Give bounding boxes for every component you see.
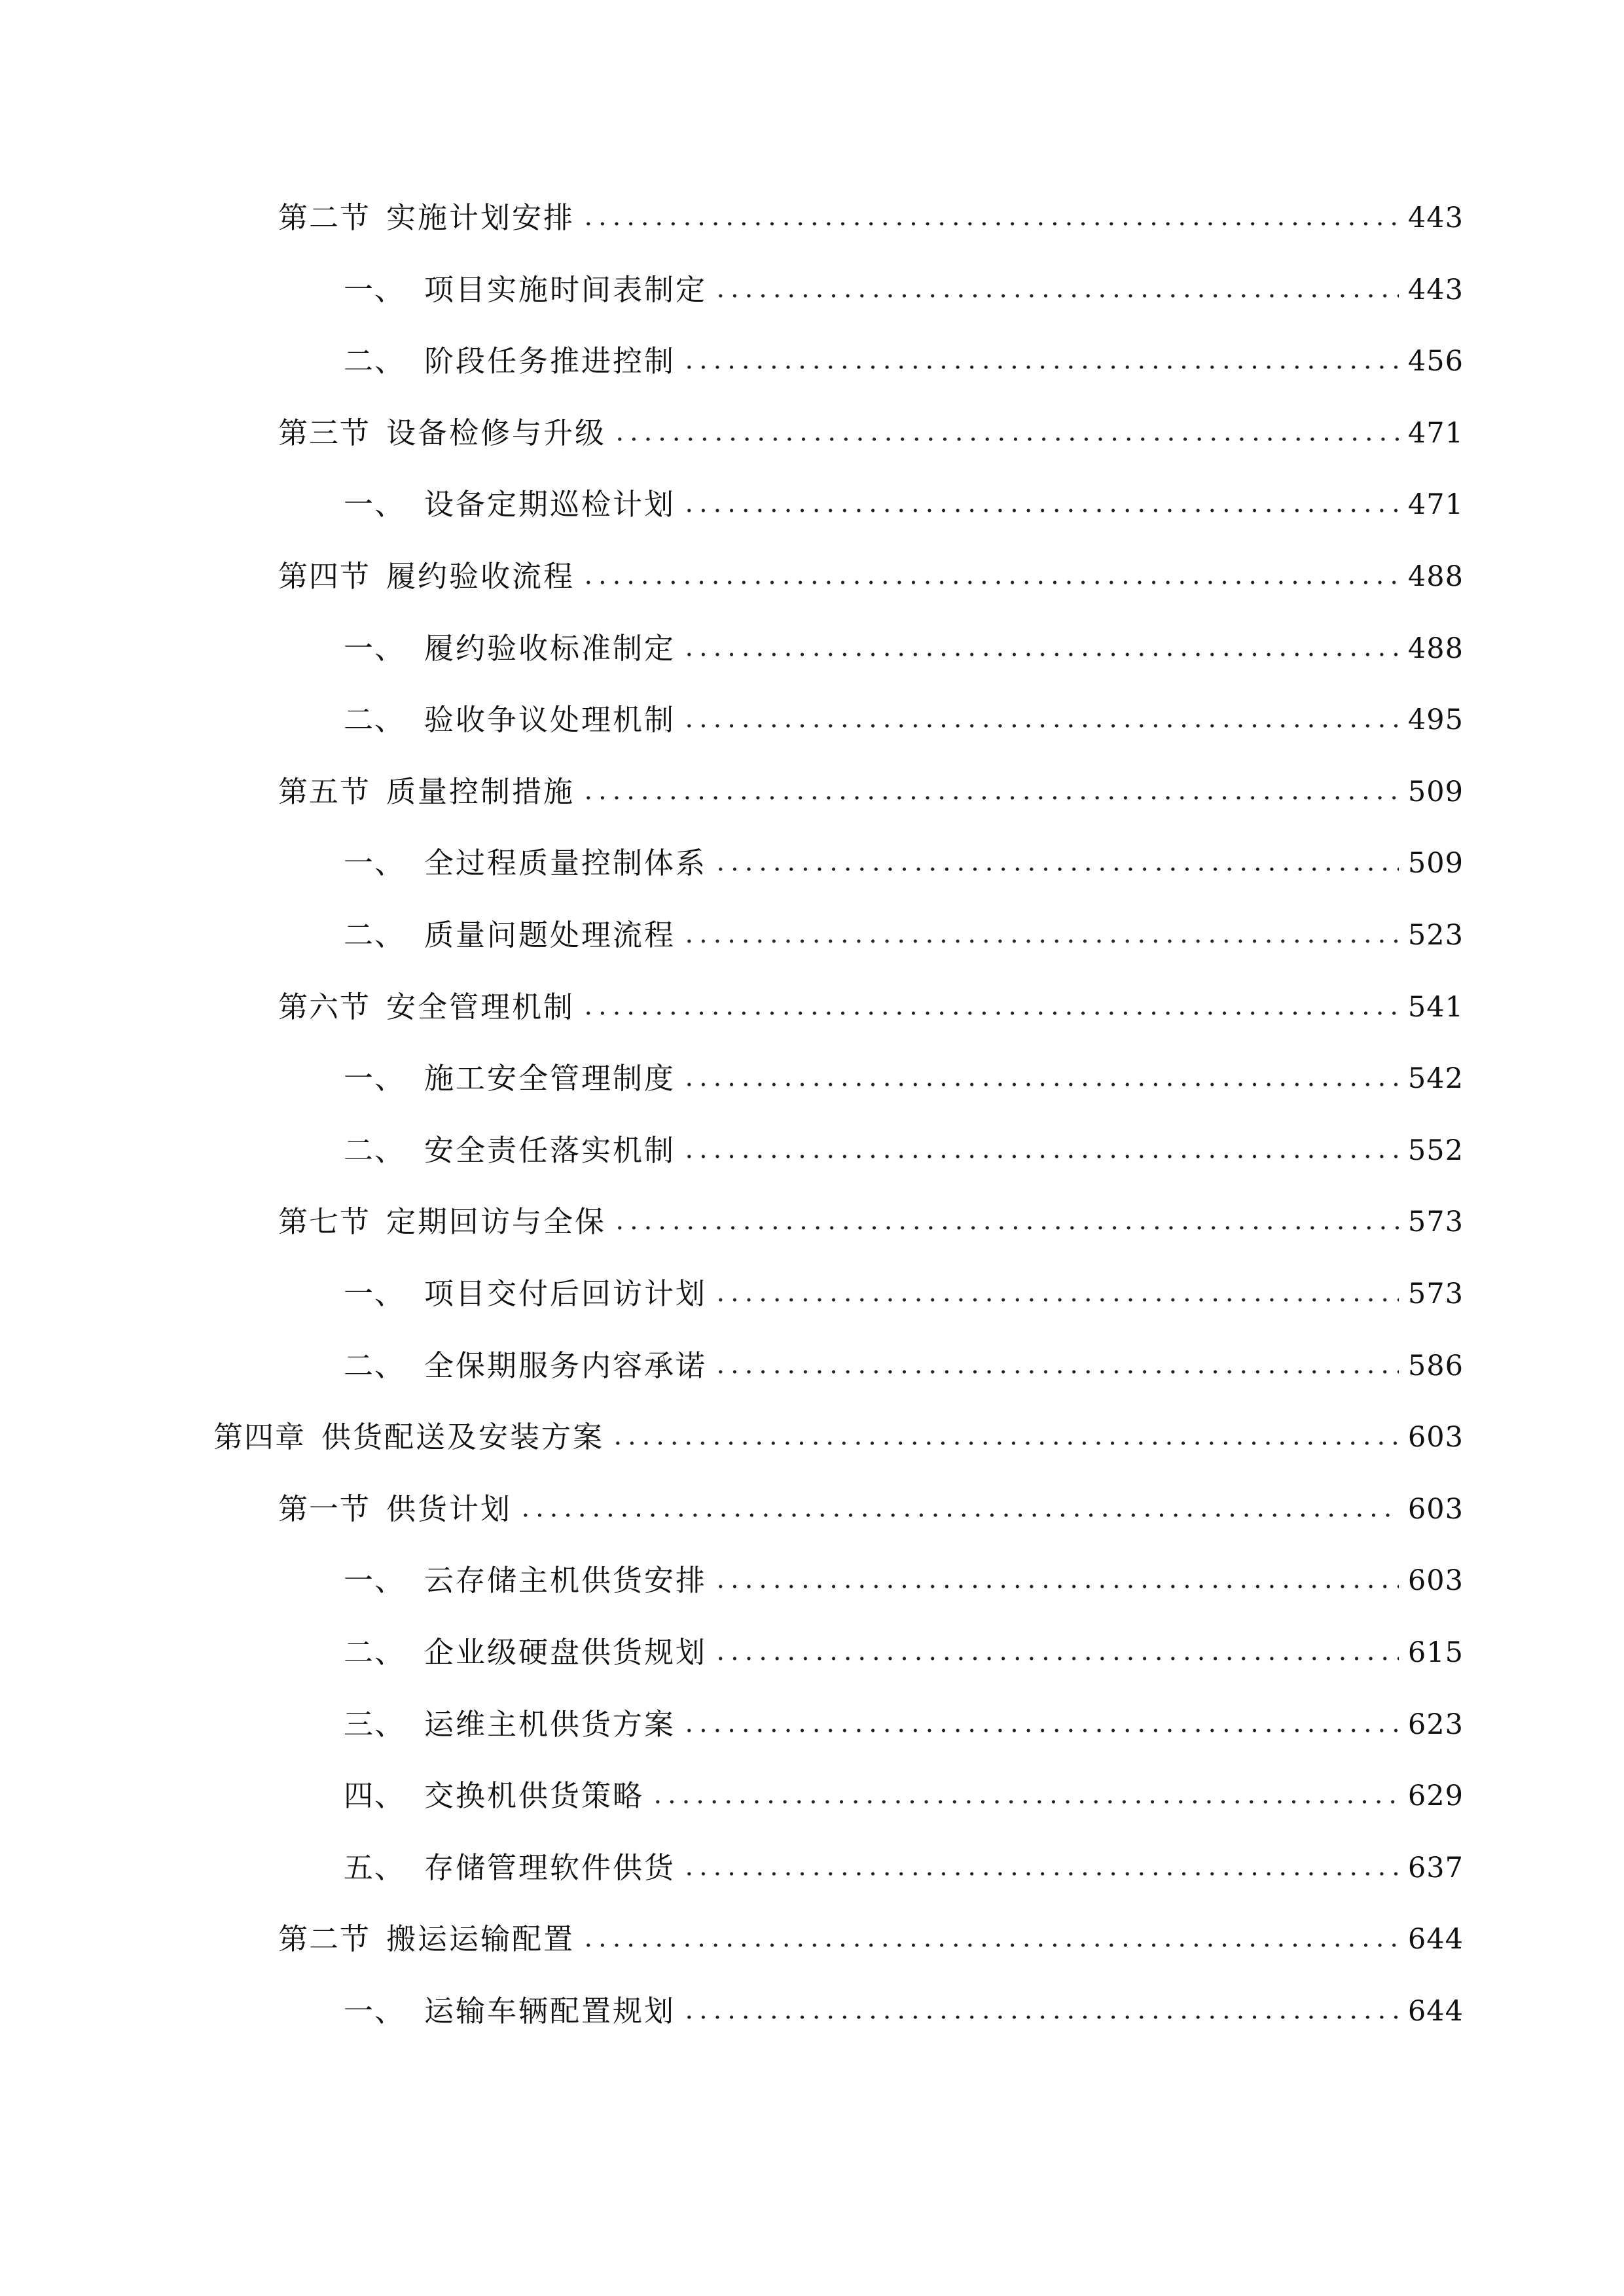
toc-dot-leader: [682, 1727, 1399, 1734]
toc-entry-title: 履约验收流程: [386, 559, 575, 594]
toc-entry-number: 四、: [344, 1778, 406, 1814]
toc-entry-page-number: 488: [1407, 560, 1464, 593]
toc-entry[interactable]: [278, 1483, 1464, 1535]
toc-entry-page-number: 623: [1407, 1708, 1464, 1741]
toc-entry-title: 全过程质量控制体系: [424, 846, 708, 881]
toc-entry-number: 二、: [344, 1348, 406, 1383]
toc-entry-title: 全保期服务内容承诺: [424, 1348, 708, 1383]
toc-entry[interactable]: [344, 1124, 1464, 1177]
toc-entry-number: 二、: [344, 1635, 406, 1670]
toc-dot-leader: [682, 722, 1399, 730]
toc-entry-number: 三、: [344, 1706, 406, 1742]
toc-dot-leader: [682, 651, 1399, 658]
toc-entry[interactable]: [344, 1770, 1464, 1822]
toc-entry-number: 一、: [344, 487, 406, 522]
toc-entry-number: 第六节: [278, 989, 371, 1024]
toc-entry-page-number: 573: [1407, 1278, 1464, 1310]
toc-entry-page-number: 443: [1407, 273, 1464, 306]
toc-entry-number: 第四节: [278, 559, 371, 594]
toc-entry-number: 第二节: [278, 1922, 371, 1957]
toc-entry-page-number: 456: [1407, 345, 1464, 378]
toc-dot-leader: [581, 1941, 1399, 1949]
toc-entry-page-number: 471: [1407, 416, 1464, 450]
toc-entry-number: 第五节: [278, 774, 371, 809]
toc-entry-page-number: 603: [1407, 1421, 1464, 1454]
toc-entry-page-number: 488: [1407, 632, 1464, 665]
toc-entry[interactable]: [213, 1411, 1464, 1463]
toc-entry-page-number: 586: [1407, 1349, 1464, 1382]
toc-entry-number: 一、: [344, 630, 406, 666]
toc-entry[interactable]: [278, 766, 1464, 818]
toc-entry-page-number: 509: [1407, 775, 1464, 808]
toc-dot-leader: [682, 363, 1399, 371]
toc-entry-page-number: 573: [1407, 1206, 1464, 1239]
toc-entry-number: 一、: [344, 1276, 406, 1311]
toc-entry[interactable]: [278, 192, 1464, 244]
toc-dot-leader: [713, 865, 1399, 873]
toc-dot-leader: [682, 1081, 1399, 1088]
toc-dot-leader: [713, 1368, 1399, 1376]
toc-entry-page-number: 495: [1407, 704, 1464, 737]
toc-dot-leader: [581, 1009, 1399, 1017]
toc-entry-page-number: 603: [1407, 1492, 1464, 1526]
toc-entry-title: 运维主机供货方案: [424, 1706, 676, 1742]
toc-dot-leader: [713, 292, 1399, 300]
toc-dot-leader: [581, 794, 1399, 802]
toc-entry-number: 第三节: [278, 415, 371, 450]
toc-dot-leader: [518, 1511, 1399, 1519]
toc-entry-title: 验收争议处理机制: [424, 702, 676, 738]
toc-dot-leader: [613, 1224, 1399, 1232]
toc-entry-number: 五、: [344, 1850, 406, 1885]
toc-entry-title: 安全责任落实机制: [424, 1132, 676, 1168]
toc-dot-leader: [581, 579, 1399, 586]
toc-dot-leader: [651, 1798, 1399, 1806]
toc-entry[interactable]: [344, 1626, 1464, 1679]
toc-entry-number: 一、: [344, 1563, 406, 1598]
toc-entry-title: 运输车辆配置规划: [424, 1994, 676, 2028]
toc-entry-page-number: 629: [1407, 1780, 1464, 1813]
toc-entry-number: 二、: [344, 1132, 406, 1168]
toc-entry[interactable]: [344, 837, 1464, 889]
toc-entry-number: 二、: [344, 344, 406, 379]
toc-dot-leader: [713, 1655, 1399, 1662]
toc-entry[interactable]: [278, 981, 1464, 1033]
toc-entry-title: 安全管理机制: [386, 989, 575, 1024]
toc-entry-title: 交换机供货策略: [424, 1778, 645, 1814]
toc-entry-title: 项目交付后回访计划: [424, 1276, 708, 1311]
toc-entry-page-number: 615: [1407, 1636, 1464, 1669]
toc-entry[interactable]: [344, 1268, 1464, 1320]
toc-entry-number: 第二节: [278, 200, 371, 235]
toc-entry-title: 履约验收标准制定: [424, 630, 676, 666]
toc-dot-leader: [682, 1153, 1399, 1160]
toc-dot-leader: [611, 1439, 1399, 1447]
toc-entry-title: 供货计划: [386, 1491, 513, 1526]
toc-entry[interactable]: [344, 264, 1464, 316]
toc-entry-title: 设备定期巡检计划: [424, 487, 676, 522]
toc-entry-number: 一、: [344, 272, 406, 307]
toc-entry-title: 定期回访与全保: [386, 1204, 607, 1240]
toc-entry-title: 阶段任务推进控制: [424, 344, 676, 379]
toc-entry-page-number: 644: [1407, 1923, 1464, 1956]
toc-entry-title: 施工安全管理制度: [424, 1061, 676, 1096]
toc-entry[interactable]: [344, 1842, 1464, 1894]
toc-entry[interactable]: [344, 478, 1464, 531]
toc-entry-number: 二、: [344, 918, 406, 952]
toc-entry[interactable]: [344, 1554, 1464, 1607]
toc-dot-leader: [713, 1583, 1399, 1590]
toc-entry-number: 一、: [344, 1061, 406, 1096]
toc-entry-page-number: 603: [1407, 1564, 1464, 1598]
toc-entry-page-number: 644: [1407, 1995, 1464, 2028]
toc-entry[interactable]: [344, 1052, 1464, 1105]
toc-entry-number: 第七节: [278, 1204, 371, 1240]
toc-entry[interactable]: [344, 1698, 1464, 1751]
toc-entry-number: 二、: [344, 702, 406, 738]
toc-dot-leader: [581, 220, 1399, 228]
toc-entry-page-number: 509: [1407, 847, 1464, 880]
toc-entry-title: 项目实施时间表制定: [424, 272, 708, 307]
toc-entry-title: 云存储主机供货安排: [424, 1563, 708, 1598]
toc-entry-title: 搬运运输配置: [386, 1922, 575, 1957]
toc-entry[interactable]: [344, 622, 1464, 675]
toc-entry[interactable]: [278, 1196, 1464, 1248]
toc-entry-page-number: 523: [1407, 919, 1464, 952]
toc-entry-title: 供货配送及安装方案: [321, 1420, 605, 1455]
toc-entry-number: 第一节: [278, 1491, 371, 1526]
toc-entry-number: 一、: [344, 846, 406, 881]
toc-dot-leader: [682, 2013, 1399, 2021]
toc-dot-leader: [682, 507, 1399, 514]
toc-dot-leader: [682, 1870, 1399, 1878]
toc-entry-number: 第四章: [213, 1420, 306, 1455]
toc-entry-page-number: 552: [1407, 1134, 1464, 1167]
toc-dot-leader: [713, 1296, 1399, 1304]
toc-entry-page-number: 637: [1407, 1851, 1464, 1884]
toc-entry-page-number: 443: [1407, 202, 1464, 234]
toc-entry-number: 一、: [344, 1994, 406, 2028]
toc-entry[interactable]: [278, 550, 1464, 603]
toc-entry-page-number: 471: [1407, 488, 1464, 522]
toc-entry[interactable]: [344, 909, 1464, 961]
toc-entry-title: 实施计划安排: [386, 200, 575, 235]
toc-entry-title: 企业级硬盘供货规划: [424, 1635, 708, 1670]
toc-dot-leader: [613, 435, 1399, 443]
toc-entry-title: 质量问题处理流程: [424, 918, 676, 952]
toc-entry-page-number: 541: [1407, 990, 1464, 1024]
toc-entry[interactable]: [344, 1985, 1464, 2037]
toc-entry[interactable]: [278, 407, 1464, 459]
toc-entry-title: 存储管理软件供货: [424, 1850, 676, 1885]
toc-entry[interactable]: [344, 694, 1464, 746]
toc-entry-page-number: 542: [1407, 1062, 1464, 1096]
toc-entry-title: 质量控制措施: [386, 774, 575, 809]
toc-entry[interactable]: [344, 335, 1464, 387]
toc-entry[interactable]: [278, 1913, 1464, 1965]
toc-dot-leader: [682, 937, 1399, 945]
toc-entry[interactable]: [344, 1340, 1464, 1392]
toc-entry-title: 设备检修与升级: [386, 415, 607, 450]
